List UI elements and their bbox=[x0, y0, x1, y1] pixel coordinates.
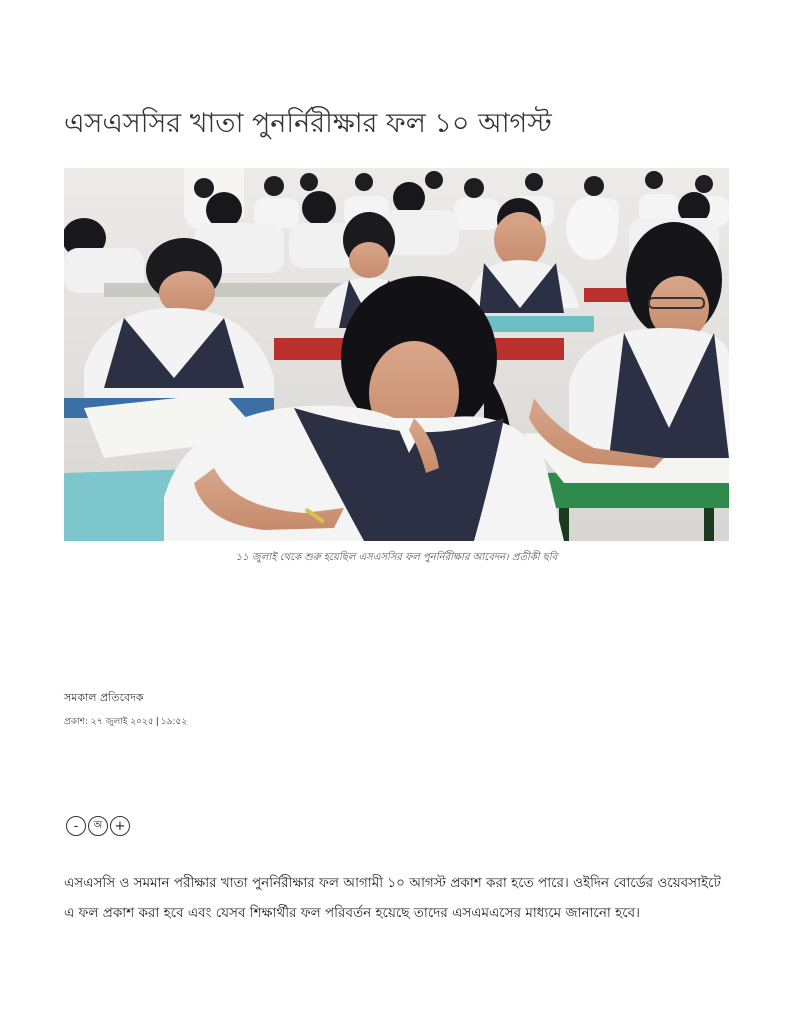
publish-separator: | bbox=[155, 717, 159, 727]
font-increase-button[interactable]: + bbox=[110, 816, 130, 836]
article-photo bbox=[64, 168, 729, 541]
font-reset-button[interactable]: অ bbox=[88, 816, 108, 836]
publish-time: ১৯:৫২ bbox=[160, 717, 188, 727]
image-caption: ১১ জুলাই থেকে শুরু হয়েছিল এসএসসির ফল পুনর্নিরীক্ষার আবেদন। প্রতীকী ছবি bbox=[235, 552, 558, 563]
font-size-controls bbox=[66, 816, 130, 836]
article-headline: এসএসসির খাতা পুনর্নিরীক্ষার ফল ১০ আগস্ট bbox=[64, 108, 552, 139]
article-body: এসএসসি ও সমমান পরীক্ষার খাতা পুনর্নিরীক্ষার ফল আগামী ১০ আগস্ট প্রকাশ করা হতে পারে। ওইদিন বোর্ডের ওয়েবসাইটে এ ফল প্রকাশ করা হবে এবং যেসব শিক্ষার্থীর ফল পরিবর্তন হয়েছে তাদের এসএমএসের মাধ্যমে জানানো হবে। bbox=[64, 875, 721, 921]
publish-info bbox=[64, 714, 187, 729]
author-byline: সমকাল প্রতিবেদক bbox=[64, 691, 144, 704]
font-decrease-button[interactable]: - bbox=[66, 816, 86, 836]
publish-date: প্রকাশ: ২৭ জুলাই ২০২৫ bbox=[64, 717, 154, 727]
